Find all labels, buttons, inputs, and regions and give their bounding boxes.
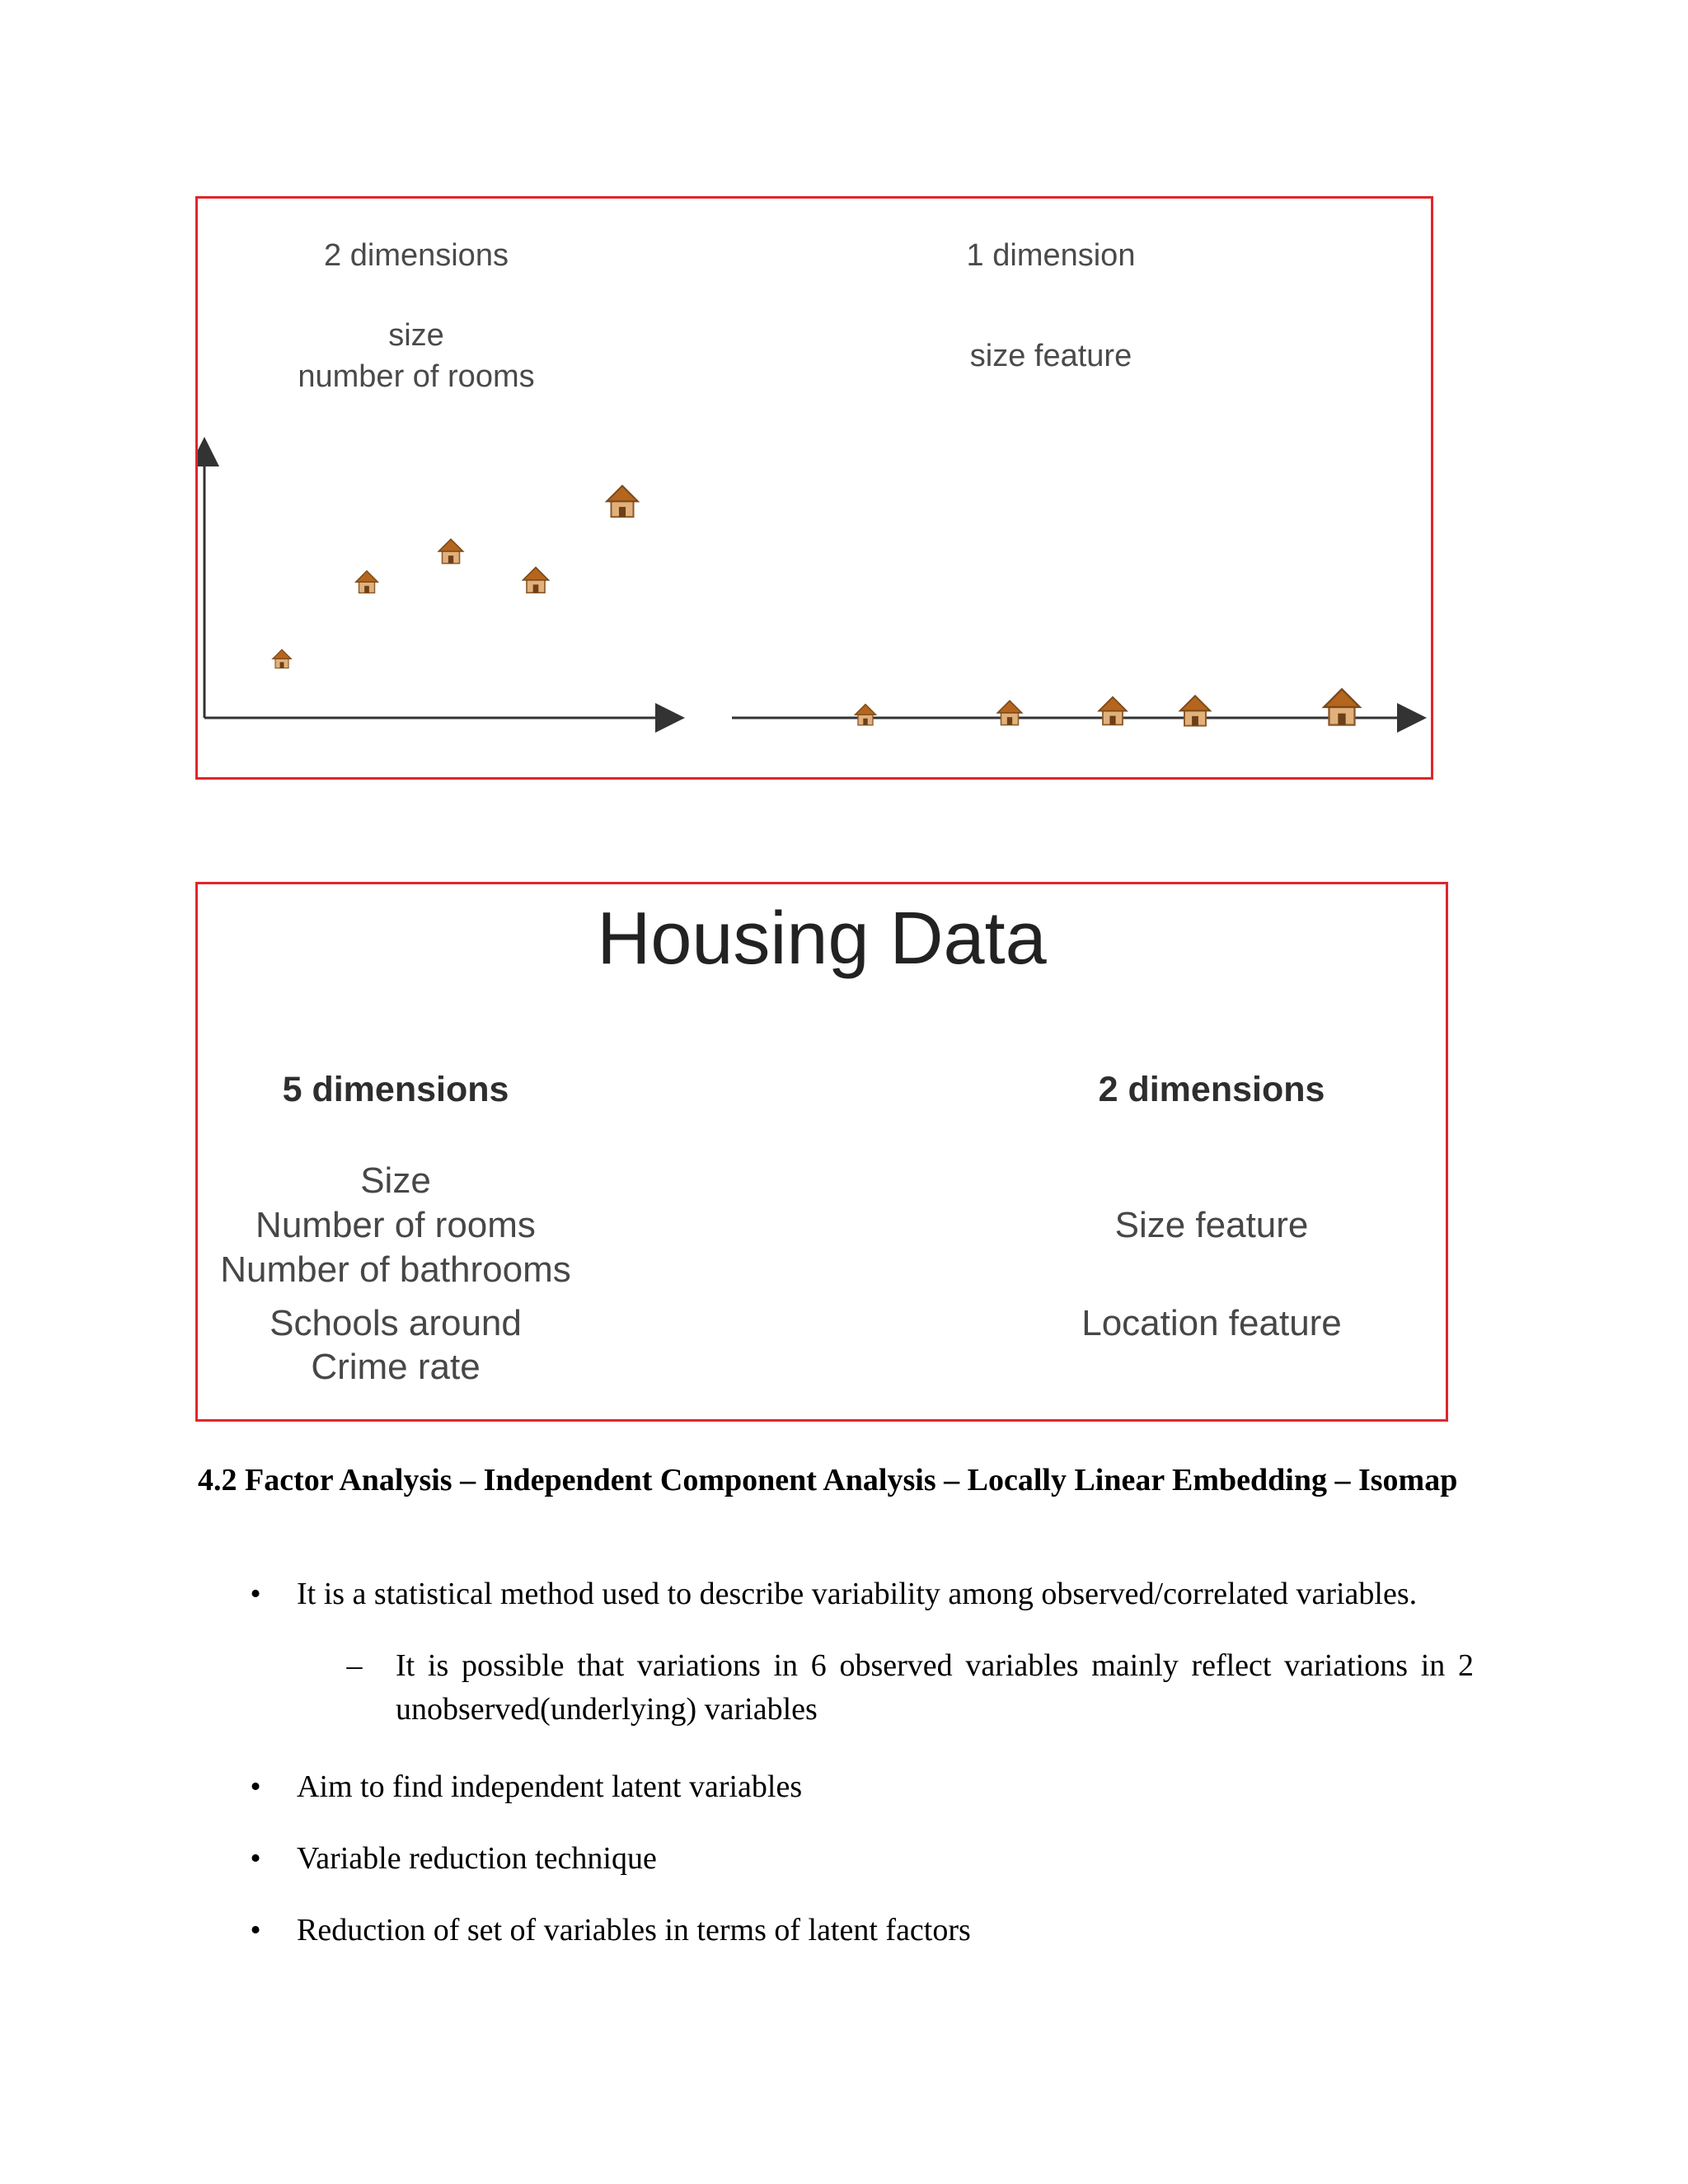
bullet-marker: • (250, 1913, 261, 1947)
housing-data-title: Housing Data (597, 898, 1047, 980)
feature-item: Number of bathrooms (220, 1249, 571, 1290)
house-icon (356, 571, 378, 593)
dash-marker: – (346, 1648, 363, 1683)
feature-item: Number of rooms (256, 1205, 536, 1245)
house-icon (1180, 696, 1210, 725)
dimension-reduction-figure (195, 196, 1433, 780)
feature-item: Size feature (1114, 1205, 1309, 1245)
house-icon (523, 567, 549, 593)
left-dimensions-heading: 5 dimensions (282, 1070, 509, 1109)
bullet-marker: • (250, 1841, 261, 1876)
right-dimensions-heading: 2 dimensions (1098, 1070, 1325, 1109)
house-icon (607, 485, 638, 517)
house-icon (997, 701, 1021, 724)
section-heading: 4.2 Factor Analysis – Independent Component Analysis – Locally Linear Embedding – Isomap (198, 1463, 1458, 1497)
bullet-text: Reduction of set of variables in terms of latent factors (297, 1913, 971, 1947)
house-icon (273, 649, 291, 668)
bullet-marker: • (250, 1577, 261, 1611)
left-panel-title: 2 dimensions (324, 238, 509, 273)
house-icon (1324, 689, 1359, 724)
dimension-plot-graphics (198, 199, 1431, 777)
feature-item: Size (360, 1160, 431, 1201)
house-icon (1099, 697, 1127, 725)
right-feature-size: size feature (969, 339, 1132, 373)
bullet-text: It is a statistical method used to describe variability among observed/correlated variables. (297, 1577, 1418, 1611)
left-feature-rooms: number of rooms (298, 359, 535, 394)
feature-item: Crime rate (311, 1347, 481, 1387)
left-feature-size: size (388, 318, 444, 353)
feature-item: Schools around (270, 1303, 522, 1343)
bullet-text: Variable reduction technique (297, 1841, 657, 1876)
bullet-text: It is possible that variations in 6 observed variables mainly reflect variations in 2 unobserved(underlying) variables (396, 1648, 1474, 1727)
house-icon (438, 539, 462, 563)
housing-data-figure (195, 882, 1448, 1422)
right-panel-title: 1 dimension (966, 238, 1136, 273)
feature-item: Location feature (1081, 1303, 1342, 1343)
house-icon (855, 705, 875, 725)
bullet-marker: • (250, 1769, 261, 1804)
bullet-text: Aim to find independent latent variables (297, 1769, 803, 1804)
